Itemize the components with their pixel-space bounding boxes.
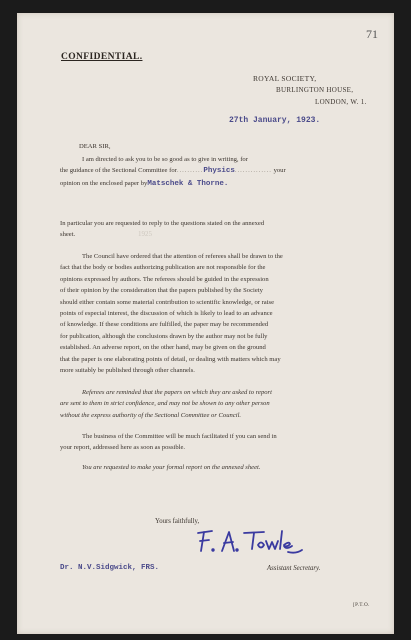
- signature-image: [192, 527, 307, 557]
- questions-line-1: In particular you are requested to reply to the questions stated on the annexed: [60, 220, 265, 227]
- request-line-3: [60, 178, 356, 190]
- salutation: DEAR SIR,: [79, 143, 111, 150]
- council-line-3: opinions expressed by authors. The referees should be guided in the expression: [60, 275, 269, 283]
- bleed-through-text: 1925: [138, 230, 152, 238]
- signatory-role: Assistant Secretary.: [267, 565, 321, 572]
- council-line-7: of knowledge. If these conditions are fulfilled, the paper may be recommended: [60, 321, 269, 329]
- request-line-2-text: the guidance of the Sectional Committee for: [60, 167, 177, 175]
- request-line-2-end: your: [273, 167, 286, 175]
- closing-phrase: Yours faithfully,: [155, 518, 200, 525]
- letter-date: 27th January, 1923.: [229, 116, 321, 125]
- paragraph-confidence: [60, 387, 356, 421]
- confidence-line-3: without the express authority of the Sectional Committee or Council.: [60, 411, 242, 419]
- committee-name: Physics: [203, 167, 235, 176]
- council-line-6: points of especial interest, the discussion of which is likely to lead to an advance: [60, 310, 273, 318]
- paragraph-request: [60, 154, 356, 190]
- paragraph-business: [60, 431, 356, 454]
- business-line-2: your report, addressed here as soon as possible.: [60, 444, 186, 452]
- address-line-1: ROYAL SOCIETY,: [253, 74, 317, 83]
- questions-line-2: sheet.: [60, 231, 76, 239]
- confidential-heading: CONFIDENTIAL.: [61, 52, 143, 62]
- paragraph-questions: [60, 218, 356, 241]
- paragraph-council: [60, 251, 356, 376]
- confidence-line-1: Referees are reminded that the papers on which they are asked to report: [82, 389, 272, 396]
- confidence-line-2: are sent to them in strict confidence, and may not be shown to any other person: [60, 400, 270, 408]
- request-line-3-text: opinion on the enclosed paper by: [60, 179, 148, 187]
- please-turn-over: [P.T.O.: [353, 603, 370, 608]
- council-line-10: that the paper is one elaborating points of detail, or dealing with matters which may: [60, 355, 281, 363]
- paper-authors: Matschek & Thorne.: [147, 179, 229, 188]
- council-line-1: The Council have ordered that the attention of referees shall be drawn to the: [82, 253, 283, 260]
- council-line-8: for publication, although the conclusions drawn by the author may not be fully: [60, 332, 268, 340]
- request-line-1: I am directed to ask you to be so good as to give in writing, for: [82, 156, 248, 163]
- letter-sheet: [17, 13, 394, 634]
- folio-number: 71: [366, 27, 378, 41]
- recipient-name: Dr. N.V.Sidgwick, FRS.: [60, 564, 160, 572]
- business-line-1: The business of the Committee will be much facilitated if you can send in: [82, 433, 277, 440]
- request-line-2: the guidance of the Sectional Committee for..........Physics.............. your: [60, 167, 286, 176]
- council-line-5: should either contain some material contribution to scientific knowledge, or raise: [60, 298, 275, 306]
- council-line-9: established. An adverse report, on the other hand, may be given on the ground: [60, 344, 266, 352]
- address-line-2: BURLINGTON HOUSE,: [276, 86, 354, 94]
- council-line-11: more suitably be published through other channels.: [60, 367, 195, 375]
- council-line-4: of their opinion by the consideration that the papers published by the Society: [60, 287, 263, 295]
- council-line-2: fact that the body or bodies authorizing publication are not responsible for the: [60, 264, 266, 272]
- paragraph-formal-report: You are requested to make your formal report on the annexed sheet.: [82, 464, 261, 471]
- address-line-3: LONDON, W. 1.: [315, 98, 367, 106]
